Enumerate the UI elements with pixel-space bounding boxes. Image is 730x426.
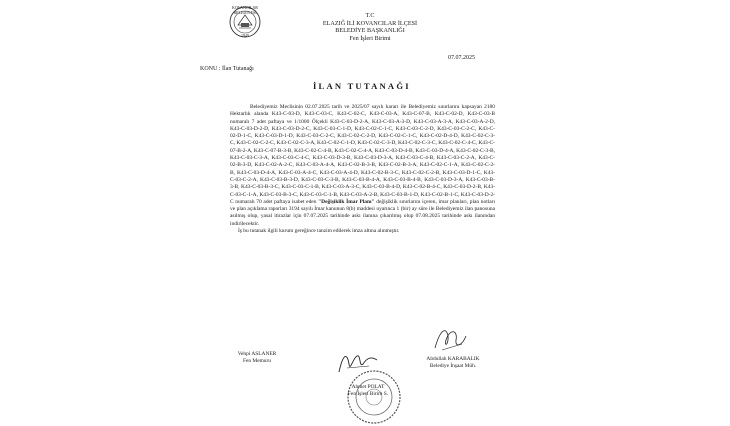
document-body [230, 104, 495, 235]
header-line-2: ELAZIĞ İLİ KOVANCILAR İLÇESİ [322, 19, 418, 27]
seal-text-top: KOVANCILAR BELEDİYESİ [232, 5, 258, 15]
municipality-seal [229, 6, 261, 38]
document-date: 07.07.2025 [448, 55, 475, 61]
header-line-3: BELEDİYE BAŞKANLIĞI [335, 27, 405, 34]
header-line-4: Fen İşleri Birimi [349, 34, 391, 42]
signature-left [232, 351, 282, 366]
signature-right-title: Belediye İnşaat Müh. [429, 363, 477, 370]
signature-left-title: Fen Memuru [243, 358, 271, 365]
document-subject: KONU : İlan Tutanağı [200, 66, 254, 72]
signature-center-name: Ahmet POLAT [351, 384, 385, 390]
seal-text-bottom: 1949 [241, 33, 249, 38]
signature-center [333, 384, 403, 399]
body-p1-bold: "Değişiklik İmar Planı" [318, 198, 375, 205]
header-line-1: T.C [365, 12, 375, 19]
document-title: İLAN TUTANAĞI [313, 81, 411, 91]
signature-center-title: Fen İşleri Birim S. [347, 391, 389, 398]
body-paragraph-1 [230, 104, 495, 228]
signature-right-name: Abdullah KARABALIK [426, 356, 480, 362]
body-paragraph-2: İş bu tutanak ilgili kurum gereğince tanzim edilerek imza altına alınmıştır. [238, 228, 400, 235]
signature-right [403, 356, 503, 371]
signature-left-name: Vehpi ASLANER [237, 351, 277, 357]
body-p1-end: değişiklik sınırlarını içeren, imar planları, plan notları ve plan açıklama raporları 3194 sayılı İmar kanunun 8(b) maddesi uyarınca 1 (bir) ay süre ile Belediyemiz ilan panosuna asılmış olup, yasal itirazlar için 07.07.2025 tarihinde askı ilanına çıkarılmış olup 07.08.2025 tarihinde askı ilanından indirilecektir. [230, 198, 495, 227]
body-p1-start: Belediyemiz Meclisinin 02.07.2025 tarih ve 2025/07 sayılı kararı ile Belediyemiz sınırlarını kapsayan 2180 Hektarlık alanda K43-C-03-D, K43-C-03-C, K43-C-02-C, K43-C-03-A, K43-C-07-B, K43-C-02-D, K43-C-03-B numaralı 7 adet paftaya ve 1/1000 Ölçekli K43-C-03-D-2-A, K43-C-03-A-3-D, K43-C-03-A-3-A, K43-C-03-A-2-D, K43-C-03-D-2-D, K43-C-03-D-2-C, K43-C-03-C-1-D, K43-C-02-C-1-C, K43-C-03-C-2-D, K43-C-03-C-2-C, K43-C-02-D-1-C, K43-C-03-D-1-D, K43-C-03-C-2-C, K43-C-02-C-2-D, K43-C-02-C-1-C, K43-C-02-D-4-D, K43-C-02-C-3-C, K43-C-02-C-2-C, K43-C-02-C-3-A, K43-C-02-C-1-D, K43-C-02-C-3-D, K43-C-02-C-3-C, K43-C-02-C-4-C, K43-C-07-B-2-A, K43-C-07-B-3-B, K43-C-02-C-4-B, K43-C-02-C-4-A, K43-C-03-D-4-B, K43-C-03-D-4-A, K43-C-02-C-3-B, K43-C-03-C-3-A, K43-C-03-C-4-C, K43-C-03-D-3-B, K43-C-03-D-3-A, K43-C-03-C-4-B, K43-C-03-C-2-A, K43-C-02-B-3-D, K43-C-02-A-2-C, K43-C-03-A-4-A, K43-C-02-B-3-B, K43-C-02-B-3-A, K43-C-02-C-1-A, K43-C-02-C-2-B, K43-C-03-D-4-A, K43-C-03-A-4-C, K43-C-03-A-4-D, K43-C-02-B-3-C, K43-C-02-C-2-B, K43-C-03-D-1-C, K43-C-03-C-2-A, K43-C-03-B-3-D, K43-C-03-C-3-B, K43-C-03-B-4-A, K43-C-03-B-4-B, K43-C-03-D-3-A, K43-C-03-B-3-B, K43-C-03-B-3-C, K43-C-03-C-1-B, K43-C-03-A-3-C, K43-C-03-B-4-D, K43-C-02-B-4-C, K43-C-03-D-2-B, K43-C-03-C-1-A, K43-C-03-B-3-C, K43-C-03-C-1-B, K43-C-03-A-2-B, K43-C-03-B-1-D, K43-C-02-B-1-C, K43-C-03-D-2-C numaralı 70 adet paftaya isabet eden [230, 104, 495, 205]
signature-right-icon [432, 322, 468, 356]
